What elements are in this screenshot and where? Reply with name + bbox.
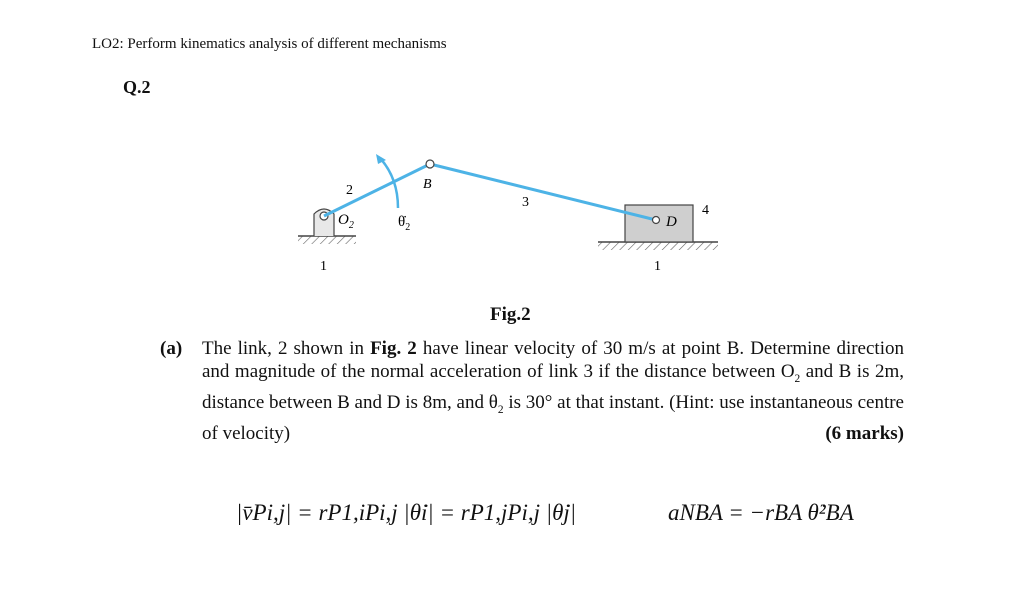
label-link-4: 4	[702, 203, 709, 218]
question-part-label: (a)	[160, 338, 183, 359]
question-a	[160, 337, 904, 445]
marks-label: (6 marks)	[825, 422, 904, 444]
ground-hatch-left	[298, 236, 356, 244]
label-ground-left: 1	[320, 259, 327, 274]
equation-velocity: |v̄Pi,j| = rP1,iPi,j |θ̇i| = rP1,jPi,j |θ̇j|	[236, 500, 577, 525]
link-3	[430, 164, 656, 220]
slider-block	[625, 205, 693, 242]
label-d: D	[666, 214, 677, 230]
question-text: The link, 2 shown in Fig. 2 have linear velocity of 30 m/s at point B. Determine direction and magnitude of the normal acceleration of link 3 if the distance between $O_2$ and B is 2m, distance between B and D is 8m, and $\theta_2$ is 30° at that instant. (Hint: use instantaneous centre of velocity) (6 marks)	[202, 338, 904, 444]
label-theta-dot: $\thetȧ_2$	[398, 214, 411, 233]
joint-d	[653, 217, 660, 224]
label-ground-right: 1	[654, 259, 661, 274]
page-header: LO2: Perform kinematics analysis of different mechanisms	[92, 36, 447, 52]
question-number: Q.2	[123, 77, 151, 97]
label-link-2: 2	[346, 183, 353, 198]
label-o2: $O_2$	[338, 212, 354, 231]
equation-normal-acceleration: aNBA = −rBA θ̇²BA	[668, 500, 854, 525]
link-2	[324, 164, 430, 216]
figure-reference: Fig. 2	[370, 338, 417, 359]
joint-b	[426, 160, 434, 168]
ground-hatch-right	[598, 242, 718, 250]
mechanism-figure	[280, 148, 720, 278]
label-link-3: 3	[522, 195, 529, 210]
figure-caption: Fig.2	[490, 304, 531, 325]
label-b: B	[423, 177, 432, 192]
